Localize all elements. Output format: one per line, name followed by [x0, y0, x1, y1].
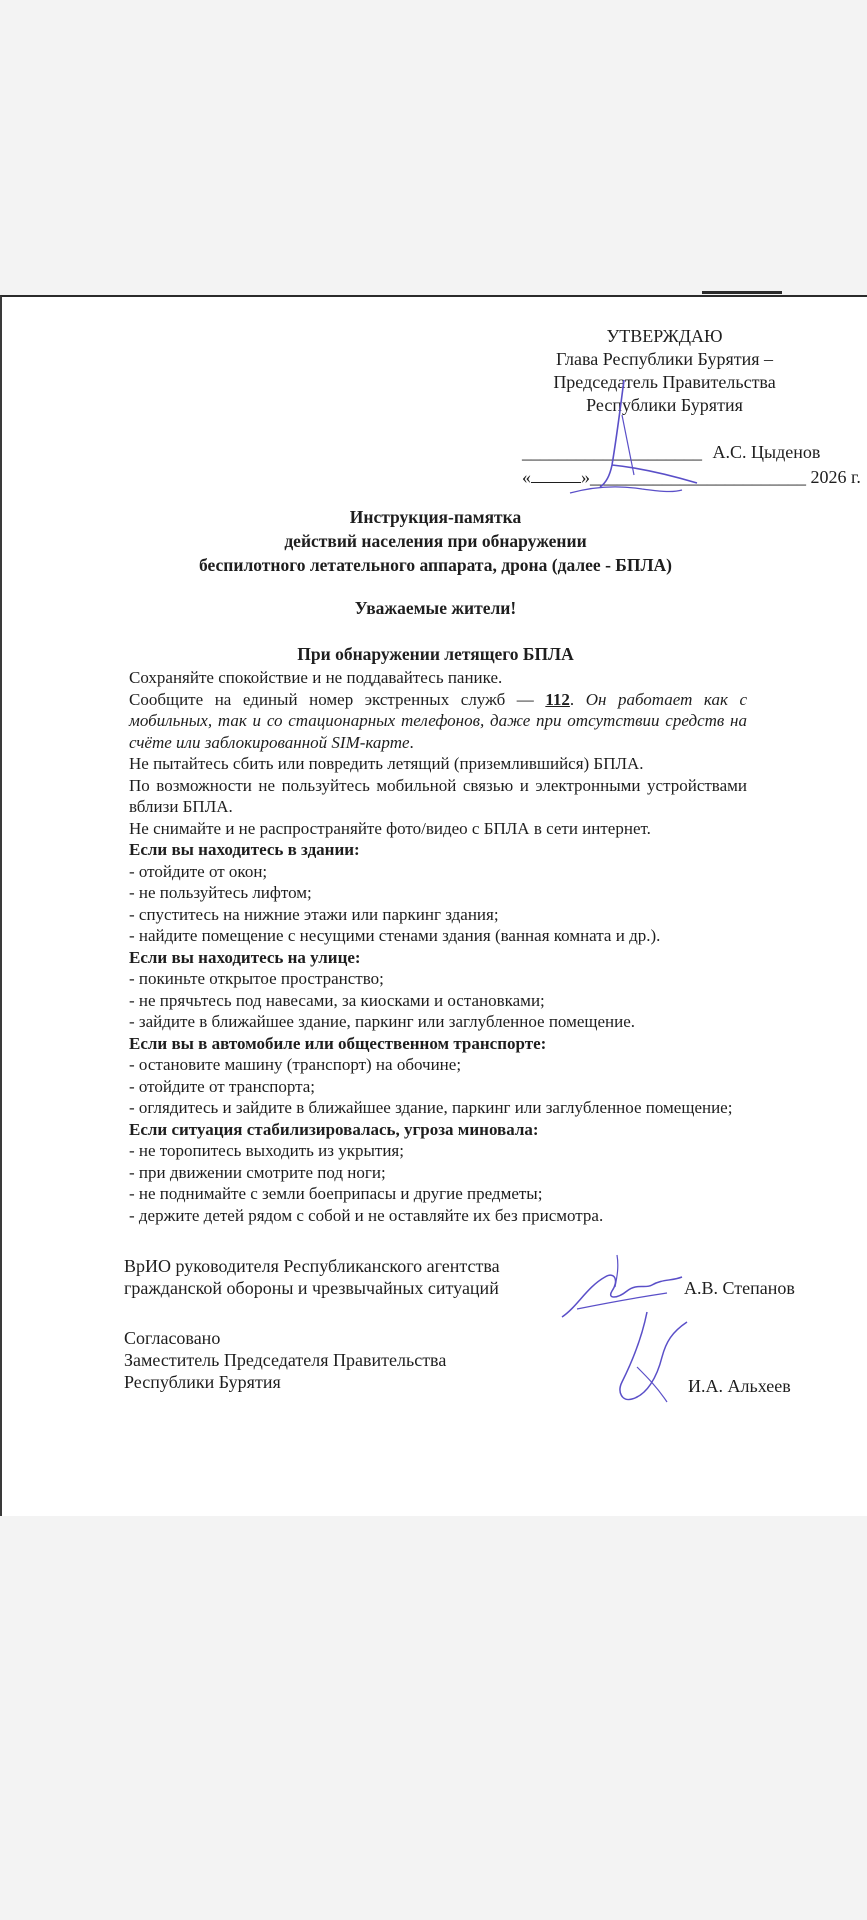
paragraph-no-shoot: Не пытайтесь сбить или повредить летящий (приземлившийся) БПЛА.	[129, 754, 644, 773]
p2-italic: Он работает как с мобильных, так и со стационарных телефонов, даже при отсутствии средств на счёте или заблокированной SIM-карте	[129, 689, 747, 752]
deputy-signature	[592, 1307, 702, 1417]
title-line-1: Инструкция-памятка	[349, 507, 522, 527]
paragraph-calm: Сохраняйте спокойствие и не поддавайтесь панике.	[129, 668, 503, 687]
title-line-3: беспилотного летательного аппарата, дрона (далее - БПЛА)	[199, 555, 672, 575]
approve-heading: УТВЕРЖДАЮ	[606, 326, 723, 346]
agency-signer: А.В. Степанов	[684, 1278, 795, 1298]
emergency-number: 112	[545, 689, 570, 709]
instruction-body	[129, 667, 867, 1226]
calm-heading: Если ситуация стабилизировалась, угроза миновала:	[129, 1119, 539, 1139]
calm-item: - не торопитесь выходить из укрытия;	[129, 1141, 404, 1160]
building-item: - отойдите от окон;	[129, 861, 268, 881]
approve-year: 2026 г.	[810, 467, 861, 487]
building-heading: Если вы находитесь в здании:	[129, 840, 360, 859]
calm-item: - держите детей рядом с собой и не оставляйте их без присмотра.	[129, 1205, 604, 1225]
building-item: - спуститесь на нижние этажи или паркинг здания;	[129, 904, 499, 924]
top-edge-mark	[702, 291, 782, 294]
sign-blank: ____________________	[522, 442, 702, 462]
street-item: - покиньте открытое пространство;	[129, 969, 384, 988]
date-open-quote: «	[522, 467, 531, 487]
street-item: - не прячьтесь под навесами, за киосками и остановками;	[129, 990, 545, 1010]
document-page	[0, 295, 867, 1516]
car-item: - оглядитесь и зайдите в ближайшее здание, паркинг или заглубленное помещение;	[129, 1098, 733, 1117]
paragraph-no-photo: Не снимайте и не распространяйте фото/видео с БПЛА в сети интернет.	[129, 818, 651, 838]
approve-line-1: Глава Республики Бурятия –	[555, 349, 774, 369]
agreed-label: Согласовано	[124, 1328, 221, 1348]
p2-text: Сообщите на единый номер экстренных служб —	[129, 689, 546, 709]
car-heading: Если вы в автомобиле или общественном транспорте:	[129, 1033, 547, 1053]
deputy-line-1: Заместитель Председателя Правительства	[124, 1350, 447, 1370]
paragraph-112	[2, 689, 747, 754]
agreement-block	[124, 1327, 446, 1393]
building-item: - найдите помещение с несущими стенами здания (ванная комната и др.).	[129, 926, 661, 945]
p2-end: .	[409, 732, 414, 752]
car-item: - отойдите от транспорта;	[129, 1076, 316, 1096]
approve-line-2: Председатель Правительства	[553, 372, 776, 392]
car-item: - остановите машину (транспорт) на обочине;	[129, 1055, 462, 1074]
building-item: - не пользуйтесь лифтом;	[129, 883, 312, 902]
deputy-signer: И.А. Альхеев	[688, 1376, 791, 1396]
date-close-quote: »	[581, 467, 590, 487]
section-heading: При обнаружении летящего БПЛА	[297, 644, 574, 664]
paragraph-no-mobile: По возможности не пользуйтесь мобильной связью и электронными устройствами вблизи БПЛА.	[129, 775, 747, 816]
date-blank: ________________________	[590, 467, 806, 487]
agency-line-2: гражданской обороны и чрезвычайных ситуаций	[124, 1278, 499, 1298]
p2-dot: .	[569, 689, 586, 709]
approve-signature	[562, 375, 712, 510]
calm-item: - при движении смотрите под ноги;	[129, 1162, 386, 1182]
title-line-2: действий населения при обнаружении	[284, 531, 587, 551]
agency-title	[124, 1255, 500, 1299]
street-heading: Если вы находитесь на улице:	[129, 947, 361, 967]
approve-signer: А.С. Цыденов	[712, 442, 821, 462]
calm-item: - не поднимайте с земли боеприпасы и другие предметы;	[129, 1184, 543, 1203]
agency-line-1: ВрИО руководителя Республиканского агентства	[124, 1256, 500, 1276]
street-item: - зайдите в ближайшее здание, паркинг или заглубленное помещение.	[129, 1012, 636, 1031]
approve-line-3: Республики Бурятия	[586, 395, 743, 415]
deputy-line-2: Республики Бурятия	[124, 1372, 281, 1392]
greeting: Уважаемые жители!	[354, 598, 517, 618]
